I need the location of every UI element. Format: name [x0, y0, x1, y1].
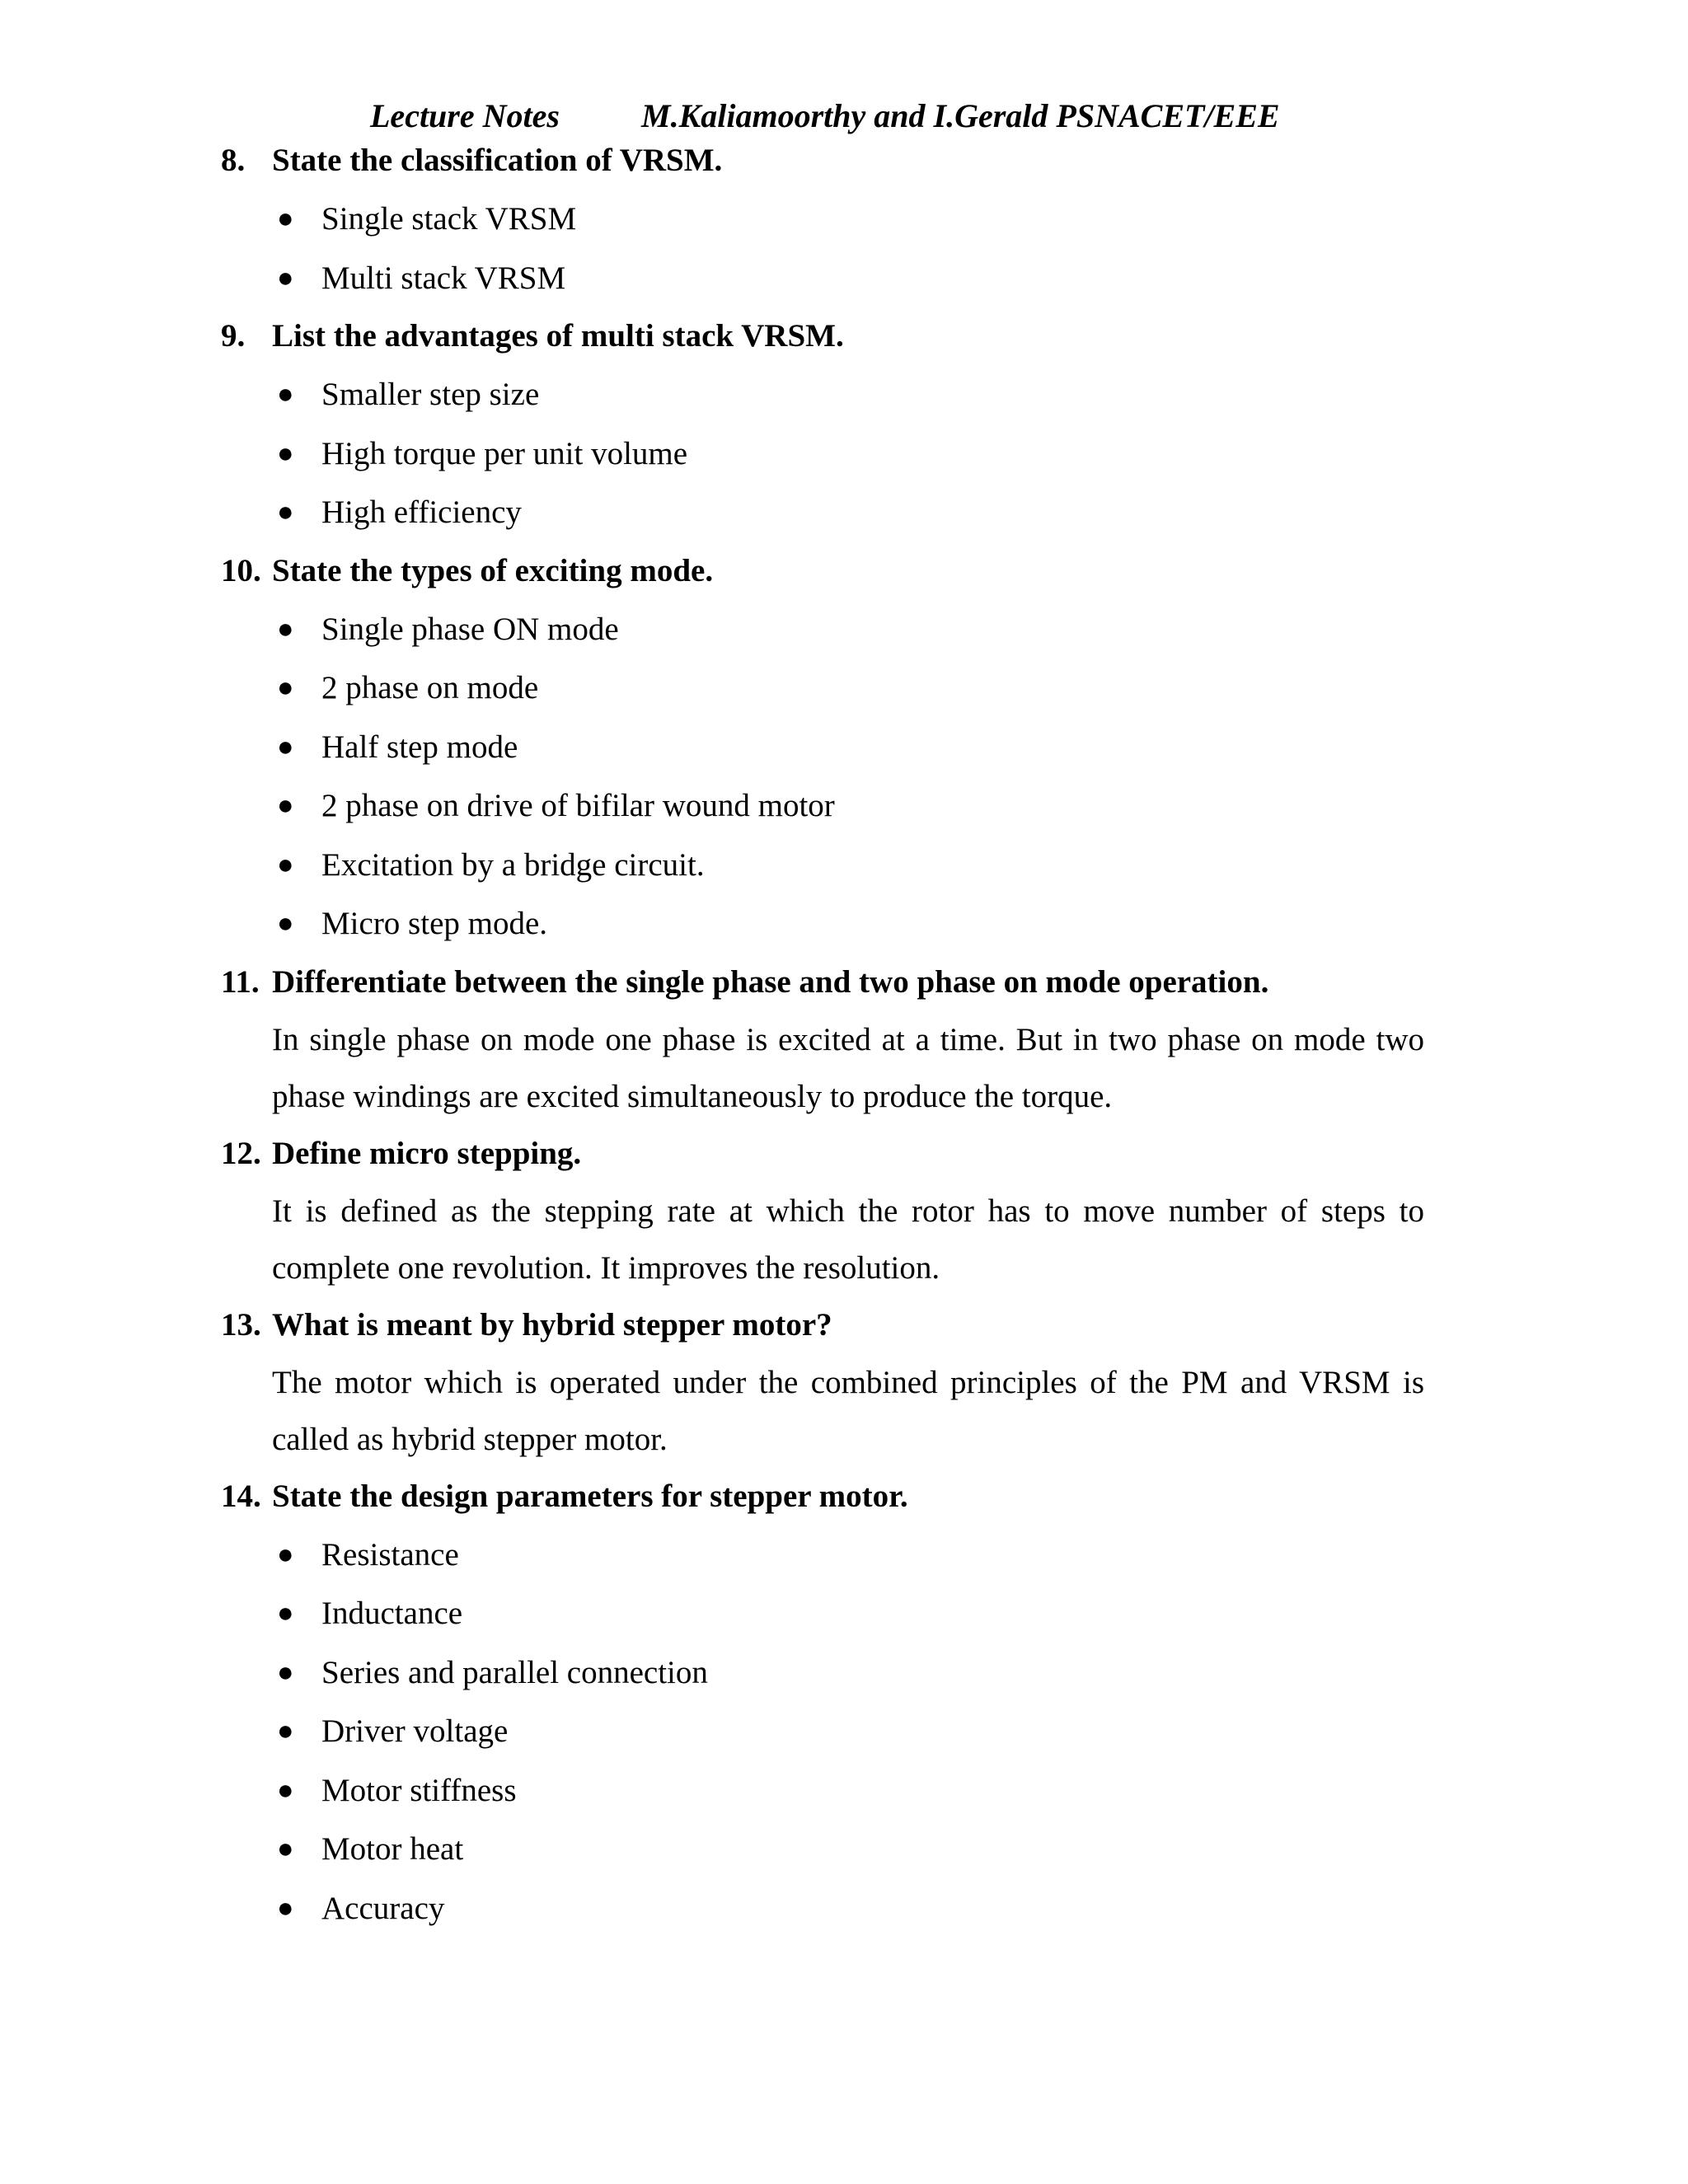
list-item-text: Single stack VRSM — [321, 201, 577, 237]
question-number: 11. — [221, 963, 260, 1000]
bullet-icon: ● — [277, 1716, 294, 1746]
list-item-text: 2 phase on mode — [321, 670, 539, 705]
bullet-icon: ● — [277, 1892, 294, 1924]
list-item — [221, 836, 1424, 895]
list-item — [221, 365, 1424, 424]
answer-paragraph: The motor which is operated under the combined principles of the PM and VRSM is called as hybrid stepper motor. — [272, 1364, 1424, 1457]
list-item — [221, 1820, 1424, 1879]
document-body — [221, 132, 1424, 1938]
bullet-icon: ● — [277, 379, 294, 410]
list-item — [221, 1584, 1424, 1643]
list-item-text: Motor heat — [321, 1831, 464, 1867]
question-text: List the advantages of multi stack VRSM. — [272, 318, 844, 354]
list-item — [221, 1702, 1424, 1761]
bullet-icon: ● — [277, 1834, 294, 1864]
question-number: 8. — [221, 143, 246, 178]
bullet-icon: ● — [277, 613, 294, 644]
bullet-icon: ● — [277, 731, 294, 762]
question-text: Define micro stepping. — [272, 1135, 582, 1171]
list-item — [221, 483, 1424, 542]
question-heading — [221, 1125, 1424, 1183]
list-item-text: Smaller step size — [321, 377, 540, 412]
list-item-text: Excitation by a bridge circuit. — [321, 846, 705, 883]
question-text: State the types of exciting mode. — [272, 552, 714, 588]
list-item — [221, 1526, 1424, 1585]
question-heading — [221, 954, 1424, 1011]
list-item-text: Micro step mode. — [321, 906, 548, 941]
bullet-icon: ● — [277, 438, 294, 469]
question-text: State the design parameters for stepper motor. — [272, 1478, 908, 1514]
bullet-icon: ● — [277, 1539, 294, 1570]
list-item-text: 2 phase on drive of bifilar wound motor — [321, 788, 835, 823]
question-heading — [221, 307, 1424, 365]
list-item — [221, 1643, 1424, 1703]
list-item-text: High torque per unit volume — [321, 435, 688, 471]
list-item-text: Half step mode — [321, 729, 518, 765]
list-item — [221, 1761, 1424, 1821]
answer-list — [221, 365, 1424, 542]
list-item — [221, 600, 1424, 659]
question-text: State the classification of VRSM. — [272, 143, 723, 178]
question-number: 10. — [221, 552, 261, 588]
bullet-icon: ● — [277, 497, 294, 527]
bullet-icon: ● — [277, 204, 294, 234]
list-item — [221, 424, 1424, 484]
list-item-text: Inductance — [321, 1596, 463, 1631]
question-heading — [221, 1296, 1424, 1354]
list-item — [221, 658, 1424, 718]
question-text: Differentiate between the single phase and two phase on mode operation. — [272, 963, 1269, 1000]
question-text: What is meant by hybrid stepper motor? — [272, 1306, 832, 1343]
answer-list — [221, 600, 1424, 954]
bullet-icon: ● — [277, 849, 294, 880]
list-item — [221, 776, 1424, 836]
bullet-icon: ● — [277, 673, 294, 703]
list-item — [221, 718, 1424, 777]
list-item-text: Series and parallel connection — [321, 1654, 708, 1690]
list-item-text: High efficiency — [321, 494, 522, 530]
answer-paragraph: It is defined as the stepping rate at which the rotor has to move number of steps to complete one revolution. It improves the resolution. — [272, 1193, 1424, 1286]
bullet-icon: ● — [277, 1657, 294, 1688]
bullet-icon: ● — [277, 1774, 294, 1806]
answer-list — [221, 190, 1424, 307]
bullet-icon: ● — [277, 908, 294, 939]
list-item-text: Motor stiffness — [321, 1772, 517, 1808]
list-item-text: Driver voltage — [321, 1713, 509, 1749]
bullet-icon: ● — [277, 262, 294, 293]
list-item — [221, 190, 1424, 249]
question-heading — [221, 132, 1424, 190]
answer-paragraph: In single phase on mode one phase is excited at a time. But in two phase on mode two phase windings are excited simultaneously to produce the torque. — [272, 1021, 1424, 1114]
list-item-text: Accuracy — [321, 1890, 445, 1926]
question-number: 14. — [221, 1478, 261, 1514]
list-item-text: Single phase ON mode — [321, 611, 619, 647]
question-heading — [221, 1468, 1424, 1526]
header-title: Lecture Notes — [370, 97, 560, 134]
list-item — [221, 1879, 1424, 1938]
answer-list — [221, 1526, 1424, 1938]
list-item-text: Multi stack VRSM — [321, 260, 566, 296]
bullet-icon: ● — [277, 1598, 294, 1629]
list-item — [221, 249, 1424, 308]
question-number: 13. — [221, 1306, 261, 1343]
question-number: 12. — [221, 1135, 261, 1171]
question-number: 9. — [221, 318, 246, 354]
list-item — [221, 894, 1424, 954]
list-item-text: Resistance — [321, 1536, 459, 1572]
header-authors: M.Kaliamoorthy and I.Gerald PSNACET/EEE — [641, 97, 1280, 134]
question-heading — [221, 542, 1424, 600]
bullet-icon: ● — [277, 790, 294, 821]
